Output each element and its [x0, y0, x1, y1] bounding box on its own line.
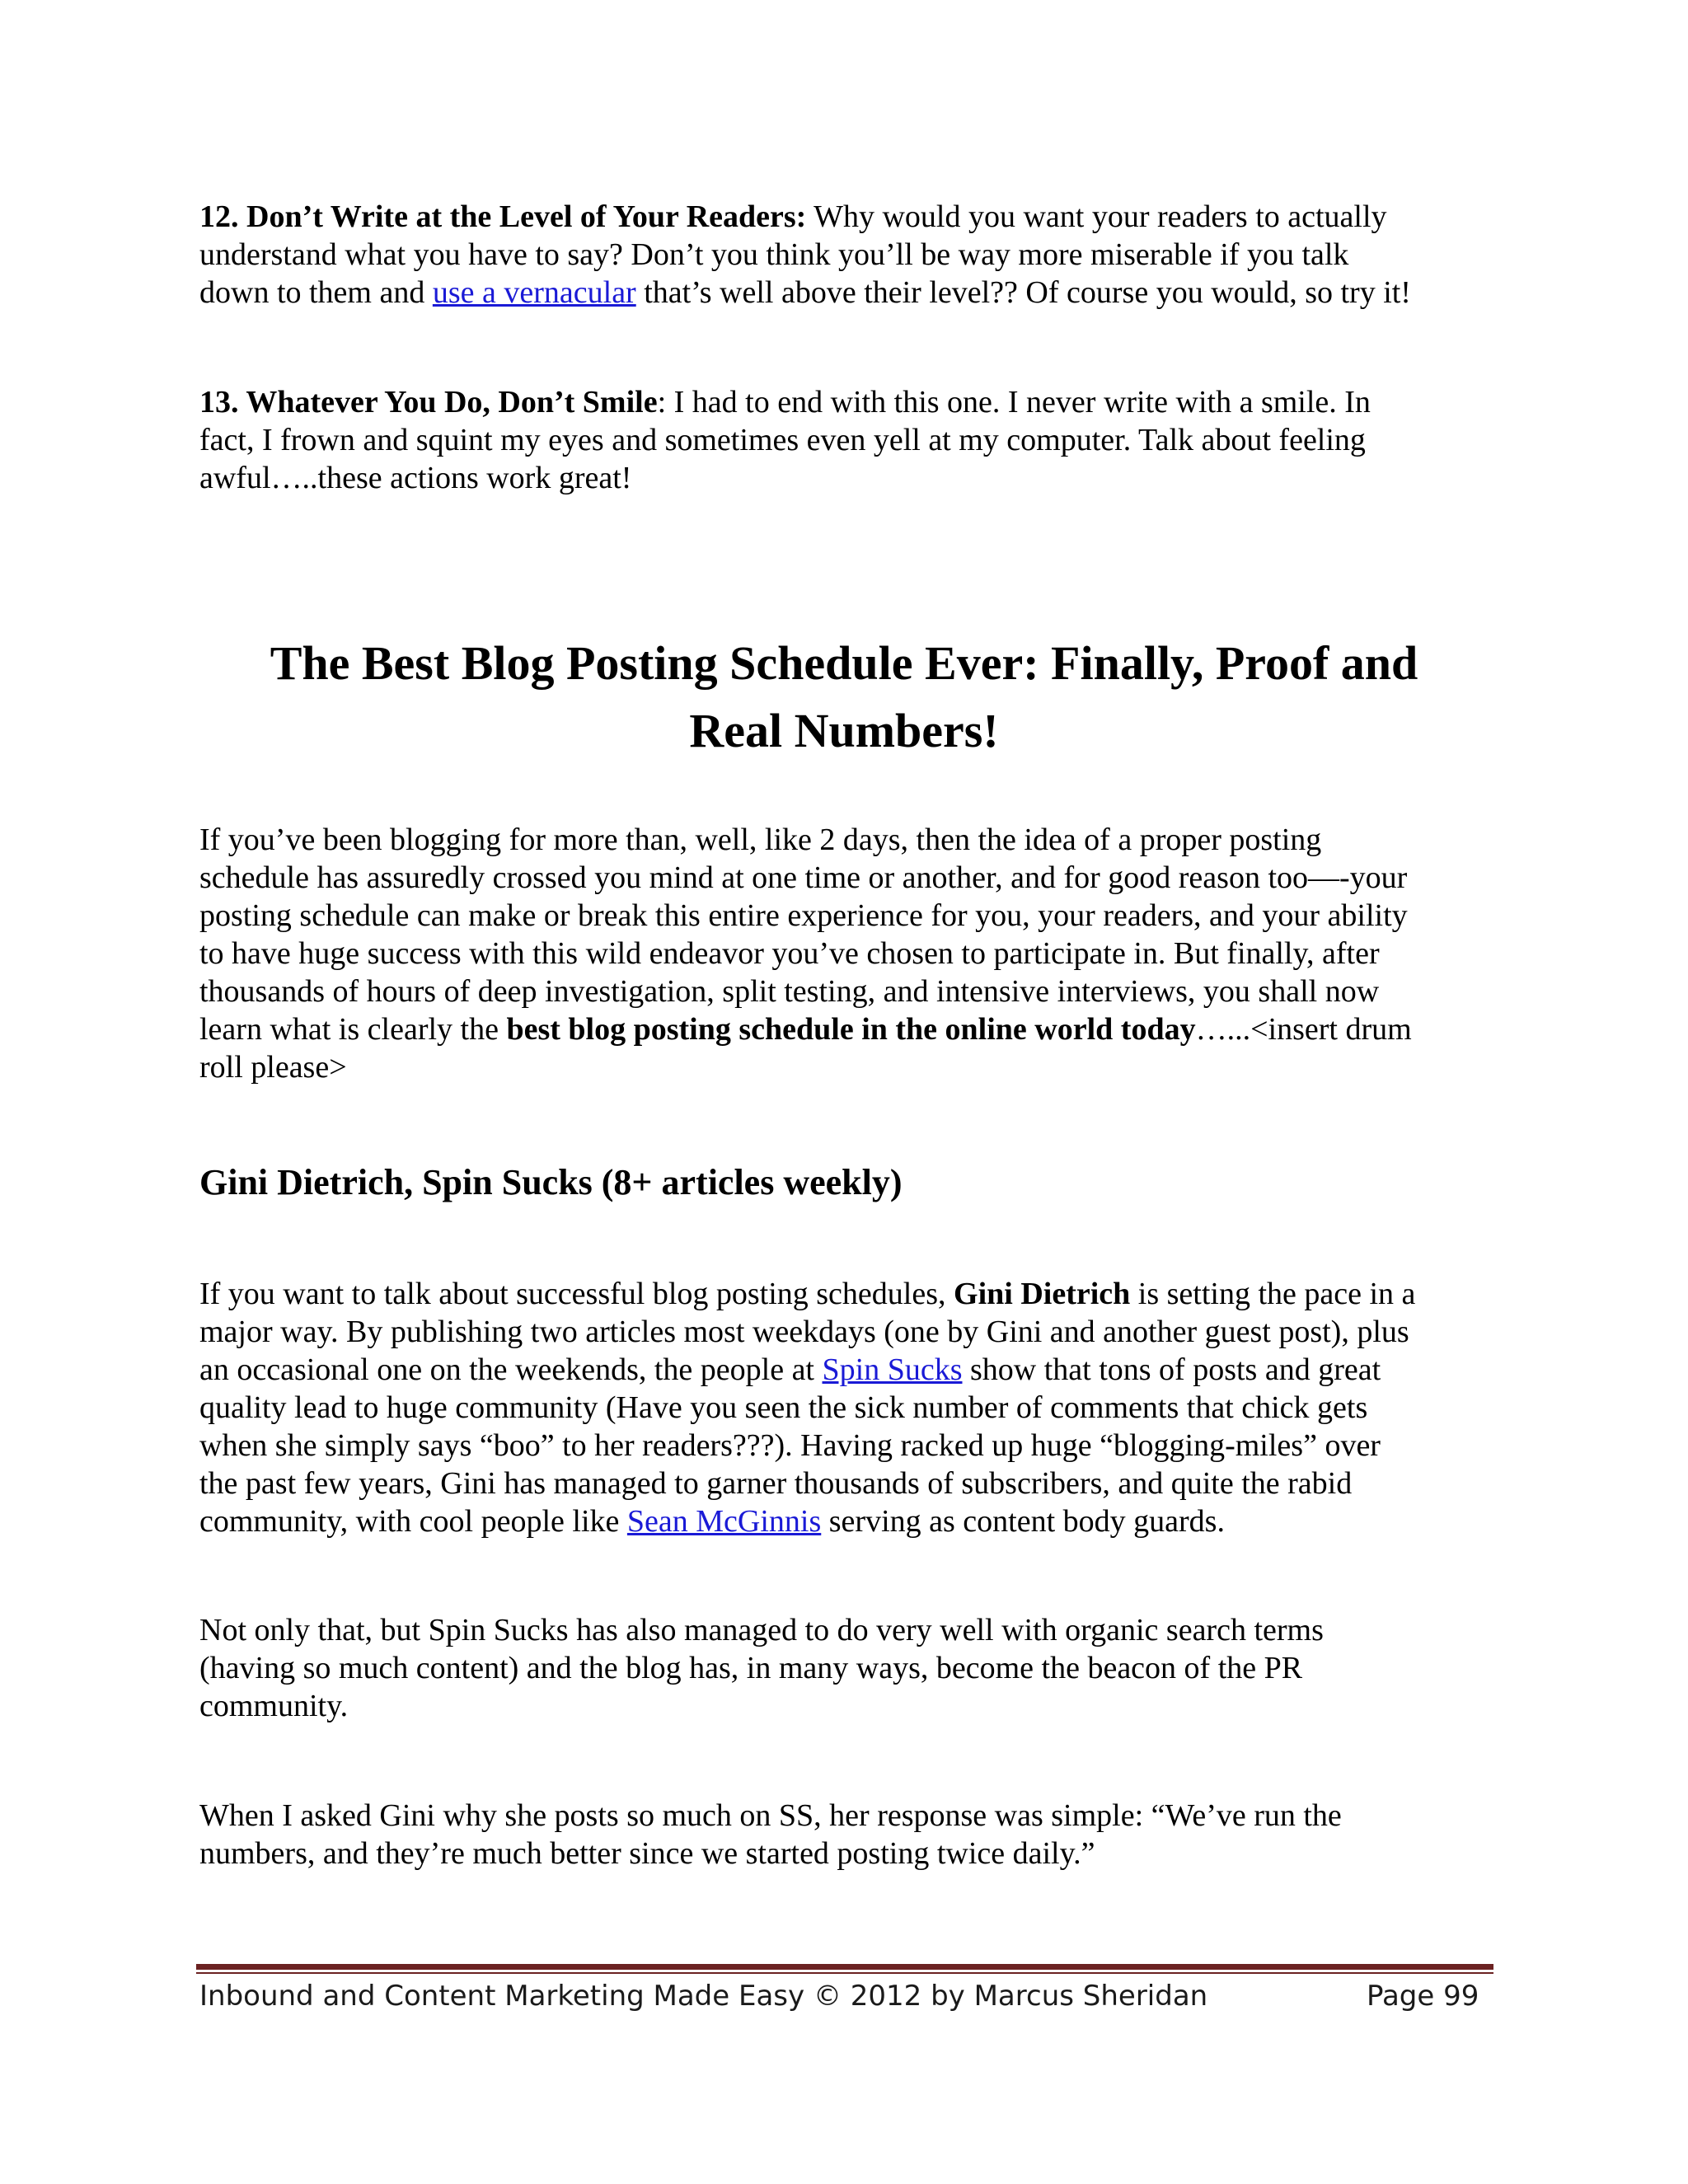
response-paragraph: When I asked Gini why she posts so much on SS, her response was simple: “We’ve run the numbers, and they’re much better since we started posting twice daily.”	[199, 1798, 1342, 1871]
item-13-title: 13. Whatever You Do, Don’t Smile	[199, 385, 658, 419]
organic-search-paragraph: Not only that, but Spin Sucks has also managed to do very well with organic search terms (having so much content) and the blog has, in many ways, become the beacon of the PR community.	[199, 1613, 1324, 1723]
sean-mcginnis-link[interactable]: Sean McGinnis	[626, 1504, 822, 1539]
use-a-vernacular-link[interactable]: use a vernacular	[432, 275, 636, 310]
page-number: Page 99	[1367, 1980, 1479, 2013]
item-12-title: 12. Don’t Write at the Level of Your Readers:	[199, 199, 807, 234]
footer-divider-thin	[196, 1972, 1493, 1974]
list-item-13: 13. Whatever You Do, Don’t Smile: I had to end with this one. I never write with a smile. In fact, I frown and squint my eyes and sometimes even yell at my computer. Talk about feeling awful…..these actions work great!	[199, 385, 1371, 495]
spin-sucks-link[interactable]: Spin Sucks	[822, 1352, 963, 1387]
footer-divider	[196, 1964, 1493, 1970]
subsection-heading: Gini Dietrich, Spin Sucks (8+ articles weekly)	[199, 1162, 903, 1202]
gini-paragraph: If you want to talk about successful blog posting schedules, Gini Dietrich is setting the pace in a major way. By publishing two articles most weekdays (one by Gini and another guest post), plus an occasional one on the weekends, the people at Spin Sucks show that tons of posts and great quality lead to huge community (Have you seen the sick number of comments that chick gets when she simply says “boo” to her readers???). Having racked up huge “blogging-miles” over the past few years, Gini has managed to garner thousands of subscribers, and quite the rabid community, with cool people like Sean McGinnis serving as content body guards.	[199, 1277, 1416, 1539]
list-item-12: 12. Don’t Write at the Level of Your Readers: Why would you want your readers to actually understand what you have to say? Don’t you think you’ll be way more miserable if you talk down to them and use a vernacular that’s well above their level?? Of course you would, so try it!	[199, 199, 1411, 310]
section-heading: The Best Blog Posting Schedule Ever: Finally, Proof and Real Numbers!	[270, 636, 1418, 757]
intro-paragraph: If you’ve been blogging for more than, well, like 2 days, then the idea of a proper posting schedule has assuredly crossed you mind at one time or another, and for good reason too—-your posting schedule can make or break this entire experience for you, your readers, and your ability to have huge success with this wild endeavor you’ve chosen to participate in. But finally, after thousands of hours of deep investigation, split testing, and intensive interviews, you shall now learn what is clearly the best blog posting schedule in the online world today…...<insert drum roll please>	[199, 823, 1412, 1085]
footer-title: Inbound and Content Marketing Made Easy © 2012 by Marcus Sheridan	[199, 1980, 1208, 2013]
